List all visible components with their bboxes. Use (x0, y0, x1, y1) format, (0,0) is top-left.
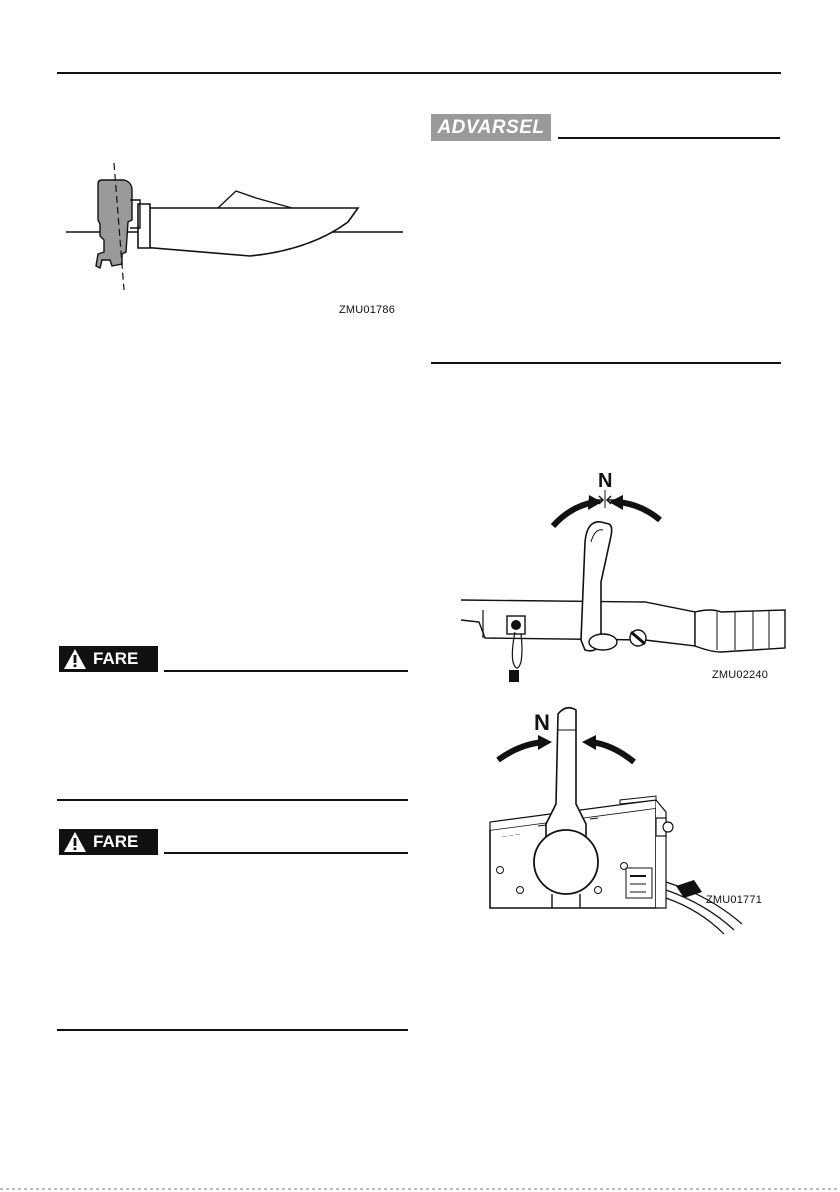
caution-badge: ADVARSEL (431, 114, 551, 141)
boat-trim-illustration (60, 160, 410, 295)
warning-triangle-icon (63, 648, 87, 670)
warning2-header-rule (164, 852, 408, 854)
figure-code-zmu02240: ZMU02240 (712, 669, 769, 681)
neutral-label-2: N (534, 710, 550, 735)
warning1-end-rule (57, 799, 408, 801)
figure-code-zmu01771: ZMU01771 (706, 894, 763, 906)
neutral-label: N (598, 470, 613, 492)
warning-label-2: FARE (93, 832, 139, 851)
warning2-end-rule (57, 1029, 408, 1031)
page-bottom-edge (0, 1188, 840, 1190)
top-rule (57, 72, 781, 74)
warning-badge-1 (59, 646, 158, 672)
caution-header-rule (558, 137, 780, 139)
figure-code-zmu01786: ZMU01786 (339, 304, 396, 316)
warning-label-1: FARE (93, 649, 139, 668)
tiller-shift-lever-illustration (455, 462, 785, 692)
svg-text:— — —: — — — (501, 831, 520, 840)
warning-triangle-icon (63, 831, 87, 853)
warning-badge-2 (59, 829, 158, 855)
caution-end-rule (431, 362, 781, 364)
warning1-header-rule (164, 670, 408, 672)
